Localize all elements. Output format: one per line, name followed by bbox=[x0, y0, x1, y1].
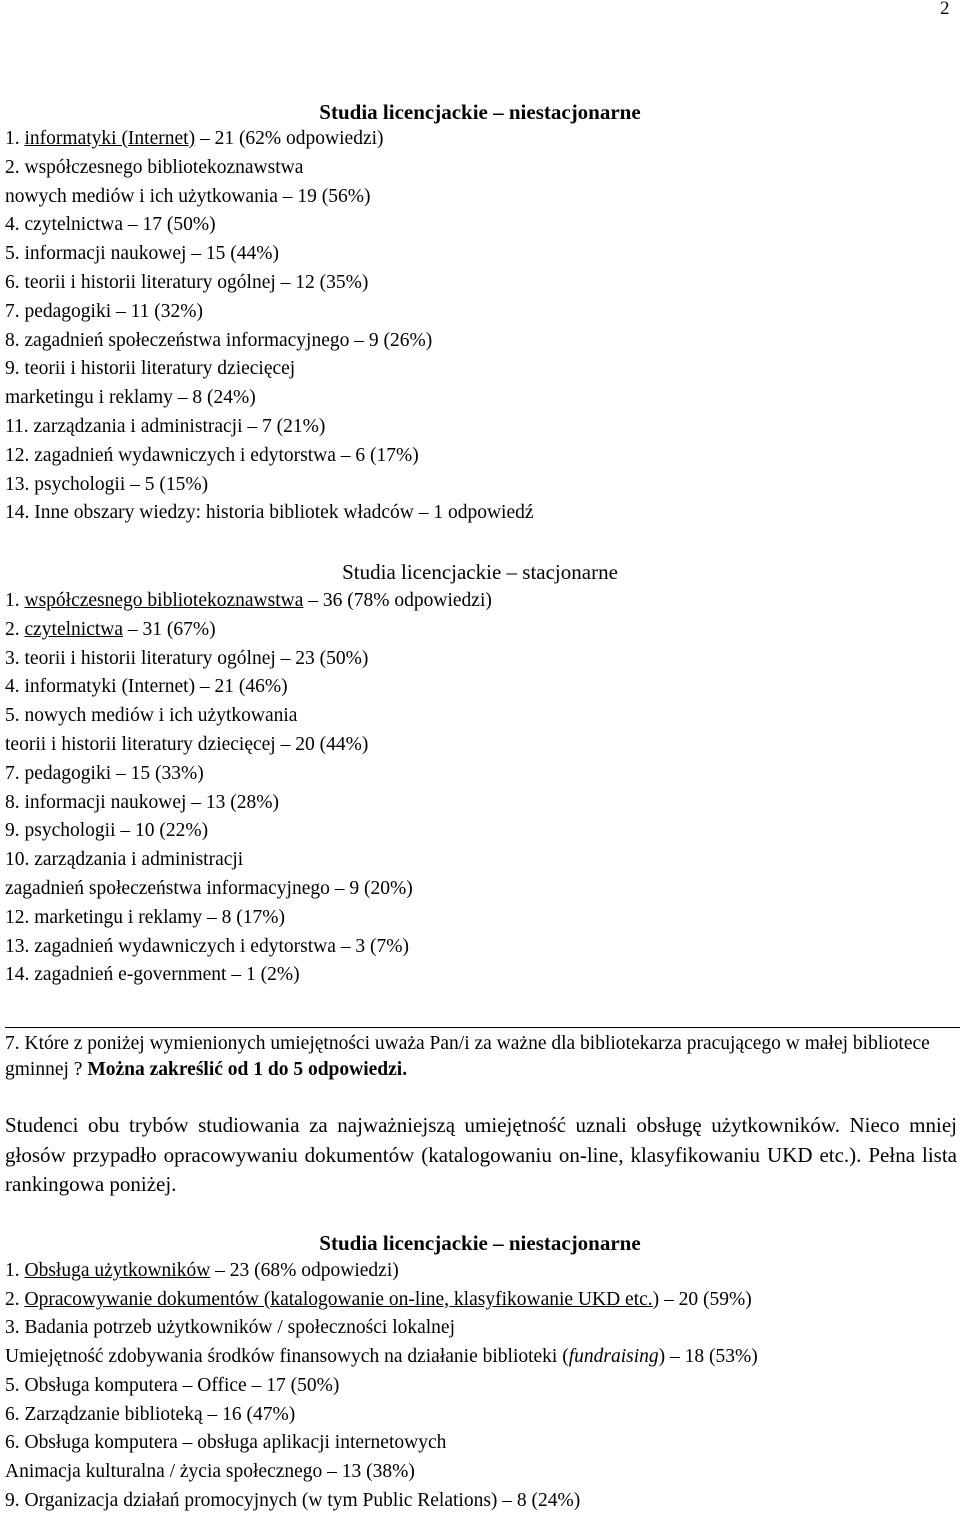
list-item-u: czytelnictwa bbox=[24, 618, 124, 640]
list-item bbox=[5, 906, 285, 930]
list-item-post: ) – 18 (53%) bbox=[658, 1346, 758, 1368]
list-item bbox=[5, 733, 368, 757]
list-item-pre: 2. bbox=[5, 1288, 25, 1310]
list-item-pre: 7. pedagogiki – 11 (32%) bbox=[5, 300, 204, 322]
list-item-u: informatyki (Internet) bbox=[24, 128, 196, 149]
list-item bbox=[5, 1288, 752, 1312]
list-item-pre: 13. psychologii – 5 (15%) bbox=[5, 473, 209, 495]
section3-title: Studia licencjackie – niestacjonarne bbox=[319, 1231, 641, 1255]
list-item bbox=[5, 1460, 415, 1484]
list-item-pre: 10. zarządzania i administracji bbox=[5, 849, 244, 871]
list-item bbox=[5, 848, 243, 872]
list-item-pre: 9. Organizacja działań promocyjnych (w tym Public Relations) – 8 (24%) bbox=[5, 1489, 581, 1511]
list-item-u: współczesnego bibliotekoznawstwa bbox=[24, 590, 304, 611]
list-item bbox=[5, 127, 384, 151]
list-item-pre: 4. czytelnictwa – 17 (50%) bbox=[5, 214, 216, 236]
list-item-pre: 1. bbox=[5, 128, 25, 149]
list-item bbox=[5, 762, 204, 786]
list-item bbox=[5, 213, 216, 237]
list-item bbox=[5, 1374, 339, 1398]
list-item-pre: teorii i historii literatury dziecięcej – 20 (44%) bbox=[5, 734, 369, 755]
list-item-pre: 3. teorii i historii literatury ogólnej – 23 (50%) bbox=[5, 647, 369, 669]
list-item bbox=[5, 618, 216, 642]
list-item-pre: 4. informatyki (Internet) – 21 (46%) bbox=[5, 676, 288, 698]
list-item bbox=[5, 1431, 446, 1455]
list-item bbox=[5, 1345, 758, 1369]
list-item-pre: Animacja kulturalna / życia społecznego – 13 (38%) bbox=[5, 1460, 415, 1482]
list-item-pre: 9. teorii i historii literatury dziecięcej bbox=[5, 358, 296, 380]
list-item-pre: zagadnień społeczeństwa informacyjnego – 9 (20%) bbox=[5, 878, 413, 899]
list-item bbox=[5, 1489, 580, 1513]
list-item-post: – 36 (78% odpowiedzi) bbox=[303, 590, 492, 611]
summary-paragraph: Studenci obu trybów studiowania za najważniejszą umiejętność uznali obsługę użytkowników. Nieco mniej głosów przypadło opracowywaniu dokumentów (katalogowaniu on-line, klasyfikowaniu UKD etc.). Pełna lista rankingowa poniżej. bbox=[5, 1113, 957, 1196]
list-item-pre: 3. Badania potrzeb użytkowników / społeczności lokalnej bbox=[5, 1317, 456, 1339]
list-item bbox=[5, 415, 325, 439]
list-item-pre: 1. bbox=[5, 1260, 25, 1281]
list-item bbox=[5, 329, 432, 353]
list-item bbox=[5, 819, 208, 843]
list-item bbox=[5, 675, 288, 699]
list-item-pre: 12. zagadnień wydawniczych i edytorstwa – 6 (17%) bbox=[5, 444, 419, 466]
list-item-post: – 21 (62% odpowiedzi) bbox=[195, 128, 384, 149]
list-item-pre: 6. teorii i historii literatury ogólnej – 12 (35%) bbox=[5, 272, 369, 293]
list-item-u: Opracowywanie dokumentów (katalogowanie on-line, klasyfikowanie UKD etc.) bbox=[24, 1288, 660, 1310]
question-7-text: 7. Które z poniżej wymienionych umiejętności uważa Pan/i za ważne dla bibliotekarza pracującego w małej bibliotece gminnej ? bbox=[5, 1033, 930, 1080]
list-item bbox=[5, 300, 203, 324]
list-item-pre: 5. nowych mediów i ich użytkowania bbox=[5, 705, 298, 727]
list-item-post: – 31 (67%) bbox=[123, 618, 216, 640]
list-item-pre: 8. zagadnień społeczeństwa informacyjnego – 9 (26%) bbox=[5, 329, 433, 351]
section1-title: Studia licencjackie – niestacjonarne bbox=[319, 100, 641, 124]
list-item bbox=[5, 877, 413, 901]
list-item bbox=[5, 791, 279, 815]
list-item-i: fundraising bbox=[568, 1346, 659, 1368]
list-item-pre: 11. zarządzania i administracji – 7 (21%) bbox=[5, 416, 326, 437]
list-item bbox=[5, 156, 303, 180]
list-item bbox=[5, 501, 534, 525]
list-item bbox=[5, 185, 371, 209]
list-item-pre: 12. marketingu i reklamy – 8 (17%) bbox=[5, 906, 285, 928]
list-item bbox=[5, 1259, 399, 1283]
list-item-pre: Umiejętność zdobywania środków finansowych na działanie biblioteki ( bbox=[5, 1346, 569, 1368]
list-item-pre: 6. Obsługa komputera – obsługa aplikacji internetowych bbox=[5, 1432, 447, 1454]
list-item bbox=[5, 1316, 455, 1340]
list-item bbox=[5, 473, 208, 497]
list-item-u: Obsługa użytkowników bbox=[24, 1260, 211, 1281]
list-item bbox=[5, 647, 368, 671]
list-item-pre: 1. bbox=[5, 590, 25, 611]
list-item-pre: 6. Zarządzanie biblioteką – 16 (47%) bbox=[5, 1403, 296, 1425]
question-7 bbox=[5, 1031, 957, 1083]
list-item bbox=[5, 386, 256, 410]
list-item-pre: 2. współczesnego bibliotekoznawstwa bbox=[5, 156, 304, 178]
list-item-post: – 20 (59%) bbox=[659, 1288, 752, 1310]
section2-title: Studia licencjackie – stacjonarne bbox=[342, 560, 618, 584]
list-item-pre: 7. pedagogiki – 15 (33%) bbox=[5, 762, 204, 784]
list-item bbox=[5, 1403, 295, 1427]
list-item-pre: 14. Inne obszary wiedzy: historia bibliotek władców – 1 odpowiedź bbox=[5, 502, 534, 524]
list-item-pre: 9. psychologii – 10 (22%) bbox=[5, 820, 209, 842]
section-divider bbox=[5, 1027, 960, 1028]
list-item bbox=[5, 357, 295, 381]
list-item bbox=[5, 589, 492, 613]
page-number: 2 bbox=[940, 0, 950, 19]
list-item bbox=[5, 935, 409, 959]
list-item bbox=[5, 444, 419, 468]
list-item-pre: 14. zagadnień e-government – 1 (2%) bbox=[5, 964, 300, 986]
list-item-pre: 5. informacji naukowej – 15 (44%) bbox=[5, 243, 280, 265]
list-item bbox=[5, 704, 297, 728]
question-7-instruction: Można zakreślić od 1 do 5 odpowiedzi. bbox=[87, 1059, 408, 1080]
list-item-pre: marketingu i reklamy – 8 (24%) bbox=[5, 387, 256, 409]
list-item-pre: 8. informacji naukowej – 13 (28%) bbox=[5, 791, 280, 813]
list-item-pre: 5. Obsługa komputera – Office – 17 (50%) bbox=[5, 1374, 340, 1396]
list-item bbox=[5, 242, 279, 266]
list-item-pre: nowych mediów i ich użytkowania – 19 (56%) bbox=[5, 185, 371, 207]
list-item-pre: 13. zagadnień wydawniczych i edytorstwa – 3 (7%) bbox=[5, 935, 409, 957]
list-item bbox=[5, 963, 300, 987]
list-item bbox=[5, 271, 368, 295]
list-item-post: – 23 (68% odpowiedzi) bbox=[210, 1260, 399, 1281]
list-item-pre: 2. bbox=[5, 618, 25, 640]
